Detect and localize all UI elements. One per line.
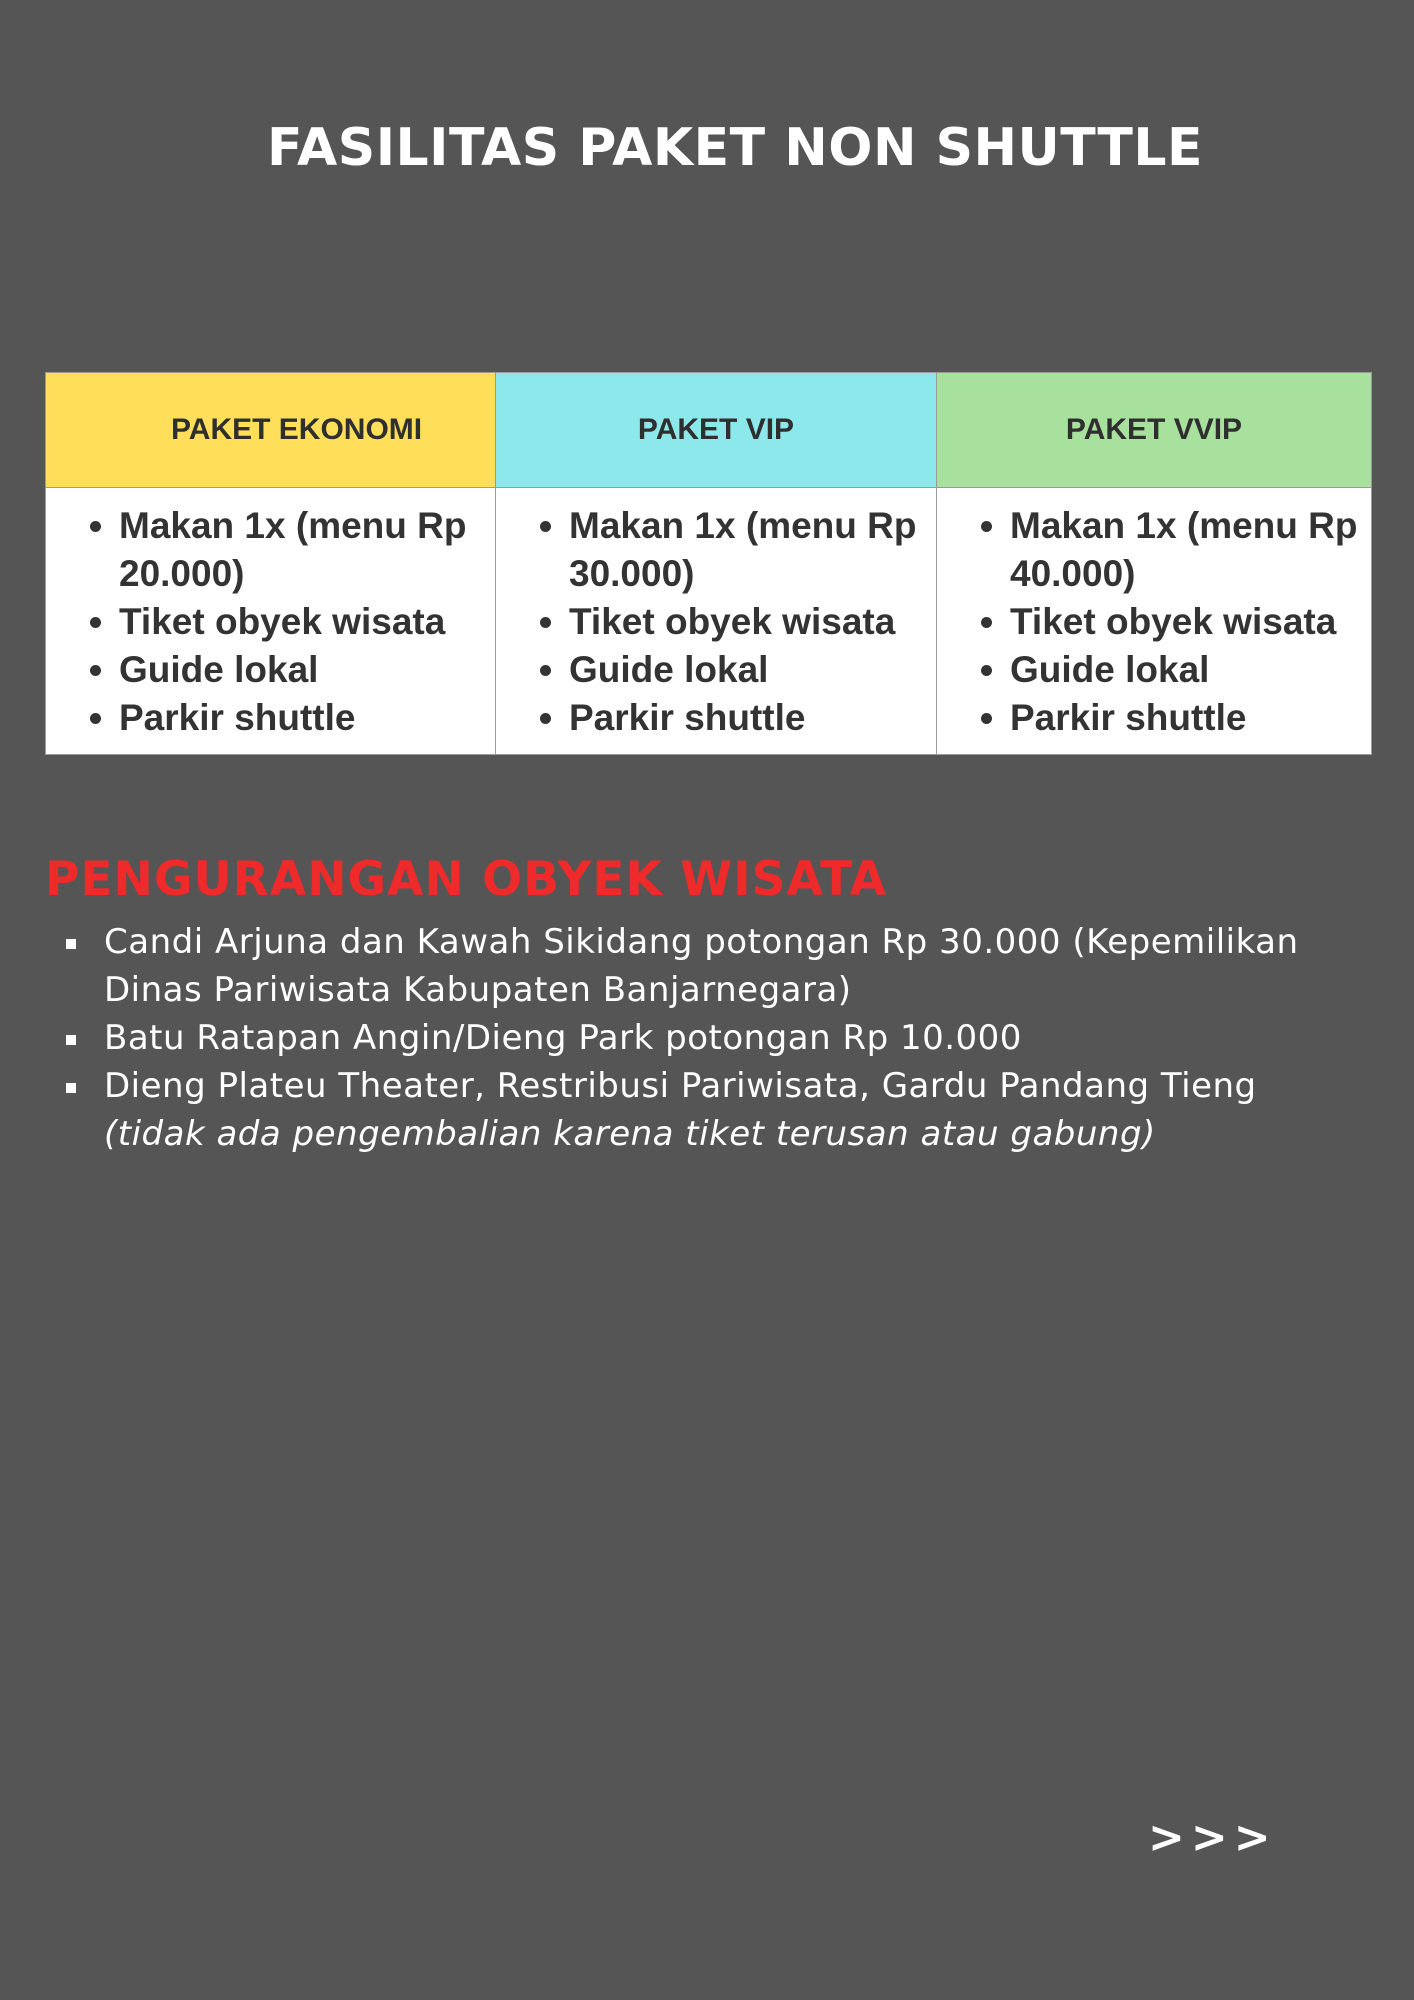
package-header-vvip: PAKET VVIP (937, 373, 1372, 488)
list-item: • Parkir shuttle (569, 694, 926, 742)
reduction-title: PENGURANGAN OBYEK WISATA (45, 852, 888, 907)
package-table (45, 372, 1372, 755)
package-cell-ekonomi (46, 488, 496, 755)
list-item: • Makan 1x (menu Rp 20.000) (119, 502, 485, 598)
package-header-row (46, 373, 1372, 488)
reduction-item-text: Batu Ratapan Angin/Dieng Park potongan Rp 10.000 (104, 1018, 1022, 1058)
package-list-vvip (937, 502, 1361, 742)
list-item: • Makan 1x (menu Rp 30.000) (569, 502, 926, 598)
list-item: • Makan 1x (menu Rp 40.000) (1010, 502, 1361, 598)
square-bullet-icon (66, 1083, 76, 1093)
reduction-item (60, 918, 1380, 1014)
square-bullet-icon (66, 1035, 76, 1045)
package-items-row (46, 488, 1372, 755)
reduction-item-note: (tidak ada pengembalian karena tiket terusan atau gabung) (104, 1114, 1156, 1154)
list-item: • Guide lokal (569, 646, 926, 694)
list-item: • Tiket obyek wisata (569, 598, 926, 646)
list-item: • Parkir shuttle (119, 694, 485, 742)
reduction-list (60, 918, 1380, 1158)
list-item: • Guide lokal (1010, 646, 1361, 694)
list-item: • Parkir shuttle (1010, 694, 1361, 742)
reduction-item (60, 1014, 1380, 1062)
list-item: • Tiket obyek wisata (1010, 598, 1361, 646)
package-cell-vip (496, 488, 937, 755)
package-header-ekonomi: PAKET EKONOMI (46, 373, 496, 488)
package-list-vip (496, 502, 926, 742)
next-page-arrows[interactable]: >>> (1148, 1812, 1277, 1863)
package-cell-vvip (937, 488, 1372, 755)
list-item: • Guide lokal (119, 646, 485, 694)
page-title: FASILITAS PAKET NON SHUTTLE (266, 118, 1204, 178)
reduction-item-text: Dieng Plateu Theater, Restribusi Pariwisata, Gardu Pandang Tieng (104, 1066, 1257, 1106)
reduction-item-text: Candi Arjuna dan Kawah Sikidang potongan Rp 30.000 (Kepemilikan Dinas Pariwisata Kabupaten Banjarnegara) (104, 922, 1299, 1010)
list-item: • Tiket obyek wisata (119, 598, 485, 646)
square-bullet-icon (66, 939, 76, 949)
package-header-vip: PAKET VIP (496, 373, 937, 488)
reduction-item (60, 1062, 1380, 1158)
package-list-ekonomi (46, 502, 485, 742)
